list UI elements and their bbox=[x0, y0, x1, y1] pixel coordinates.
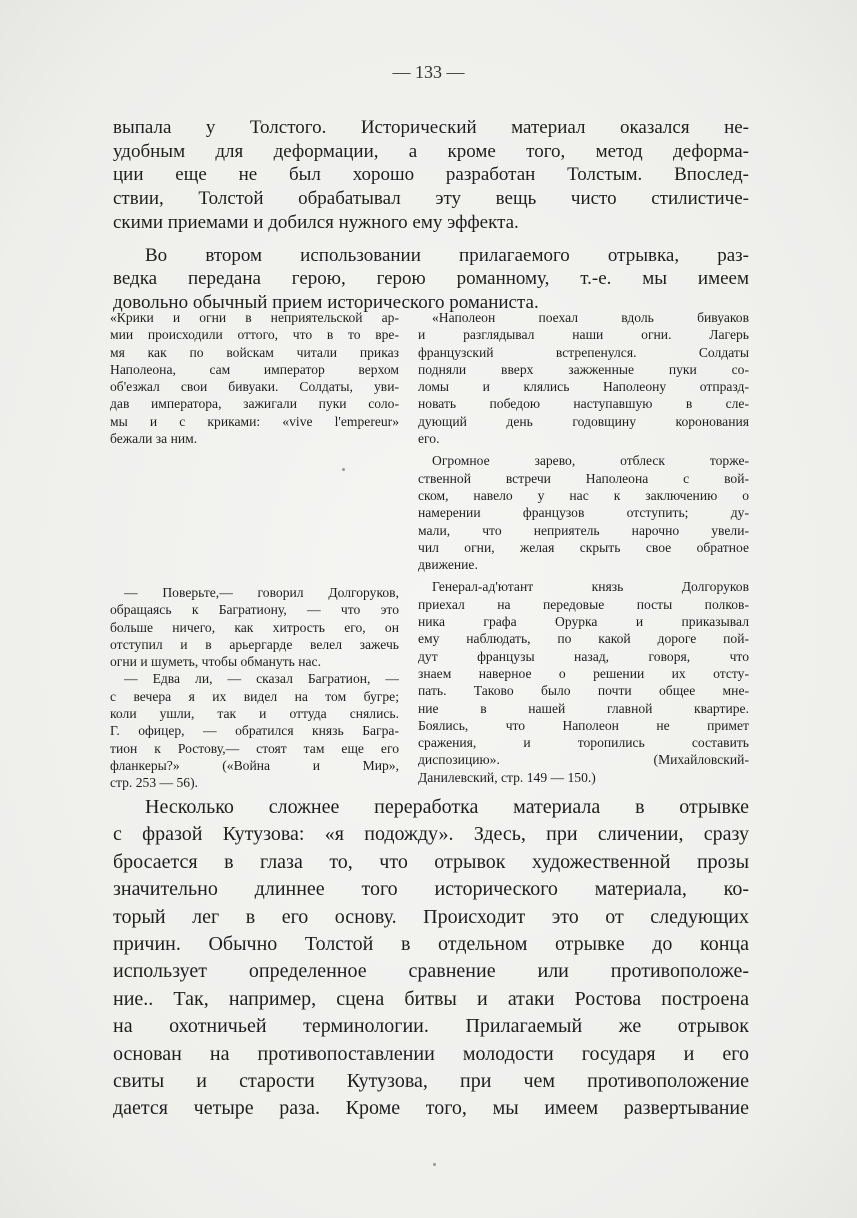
left-column-dialogue bbox=[110, 584, 399, 792]
text-line: на охотничьей терминологии. Прилагаемый же отрывок bbox=[113, 1015, 749, 1038]
text-line: знаем наверное о решении их отсту- bbox=[418, 665, 749, 681]
text-line: бросается в глаза то, что отрывок художественной прозы bbox=[113, 850, 749, 873]
text-line: подняли вверх зажженные пуки со- bbox=[418, 361, 749, 377]
page-number: — 133 — bbox=[392, 62, 465, 82]
text-line: свиты и старости Кутузова, при чем противоположение bbox=[113, 1070, 749, 1093]
text-line: Боялись, что Наполеон не примет bbox=[418, 717, 749, 733]
text-line: стр. 253 — 56). bbox=[110, 775, 199, 791]
text-line: дут французы назад, говоря, что bbox=[418, 648, 749, 664]
text-line: сражения, и торопились составить bbox=[418, 735, 749, 751]
paragraph bbox=[110, 584, 399, 670]
text-line: намерении французов отступить; ду- bbox=[418, 505, 749, 521]
text-line: Генерал-ад'ютант князь Долгоруков bbox=[432, 579, 749, 595]
text-line: французский встрепенулся. Солдаты bbox=[418, 344, 749, 360]
paragraph bbox=[113, 244, 749, 315]
scan-speck bbox=[433, 1163, 436, 1166]
text-line: движение. bbox=[418, 557, 478, 573]
paragraph bbox=[110, 309, 399, 447]
text-line: — Поверьте,— говорил Долгоруков, bbox=[124, 585, 399, 600]
text-line: удобным для деформации, а кроме того, метод деформа- bbox=[113, 140, 749, 162]
text-line: чил огни, желая скрыть свое обратное bbox=[418, 539, 749, 555]
text-line: приехал на передовые посты полков- bbox=[418, 596, 749, 612]
text-line: больше ничего, как хитрость его, он bbox=[110, 619, 399, 635]
text-line: выпала у Толстого. Исторический материал оказался не- bbox=[113, 117, 749, 138]
text-line: и разглядывал наши огни. Лагерь bbox=[418, 327, 749, 343]
text-line: об'езжал свои бивуаки. Солдаты, уви- bbox=[110, 379, 399, 395]
paragraph bbox=[113, 794, 749, 1123]
text-line: дав императора, зажигали пуки соло- bbox=[110, 396, 399, 412]
text-line: «Наполеон поехал вдоль бивуаков bbox=[432, 310, 749, 325]
text-line: отступил и в арьергарде велел зажечь bbox=[110, 636, 399, 652]
text-line: огни и шуметь, чтобы обмануть нас. bbox=[110, 654, 321, 670]
text-line: ском, навело у нас к заключению о bbox=[418, 487, 749, 503]
text-line: Во втором использовании прилагаемого отрывка, раз- bbox=[145, 244, 749, 266]
text-line: скими приемами и добился нужного ему эффекта. bbox=[113, 211, 519, 233]
text-line: тион к Ростову,— стоят там еще его bbox=[110, 740, 399, 756]
text-line: ему наблюдать, по какой дороге пой- bbox=[418, 631, 749, 647]
text-line: ние в нашей главной квартире. bbox=[418, 700, 749, 716]
text-line: фланкеры?» («Война и Мир», bbox=[110, 757, 399, 773]
text-line: основан на противопоставлении молодости государя и его bbox=[113, 1042, 749, 1065]
text-line: дующий день годовщину коронования bbox=[418, 413, 749, 429]
scan-speck bbox=[342, 468, 345, 471]
text-line: довольно обычный прием исторического романиста. bbox=[113, 291, 539, 313]
text-line: обращаясь к Багратиону, — что это bbox=[110, 602, 399, 618]
paragraph bbox=[418, 309, 749, 447]
text-line: значительно длиннее того исторического материала, ко- bbox=[113, 878, 749, 901]
text-line: «Крики и огни в неприятельской ар- bbox=[110, 310, 399, 325]
text-line: диспозицию». (Михайловский- bbox=[418, 752, 749, 768]
text-line: его. bbox=[418, 431, 440, 447]
text-line: — Едва ли, — сказал Багратион, — bbox=[124, 671, 399, 687]
text-line: ственной встречи Наполеона с вой- bbox=[418, 470, 749, 486]
text-line: дается четыре раза. Кроме того, мы имеем развертывание bbox=[113, 1097, 749, 1120]
right-column-historical-source bbox=[418, 309, 749, 786]
text-line: ции еще не был хорошо разработан Толстым. Впослед- bbox=[113, 164, 749, 186]
text-line: бежали за ним. bbox=[110, 431, 198, 447]
text-line: ствии, Толстой обрабатывал эту вещь чисто стилистиче- bbox=[113, 188, 749, 210]
paragraph bbox=[418, 578, 749, 786]
text-line: ние.. Так, например, сцена битвы и атаки Ростова построена bbox=[113, 987, 749, 1010]
text-line: Данилевский, стр. 149 — 150.) bbox=[418, 769, 596, 785]
main-text-top bbox=[113, 116, 749, 315]
paragraph bbox=[113, 116, 749, 235]
text-line: пать. Таково было почти общее мне- bbox=[418, 683, 749, 699]
text-line: Наполеона, сам император верхом bbox=[110, 361, 399, 377]
text-line: ломы и клялись Наполеону отпразд- bbox=[418, 379, 749, 395]
text-line: ведка передана герою, герою романному, т.-е. мы имеем bbox=[113, 268, 749, 290]
text-line: мии происходили оттого, что в то вре- bbox=[110, 327, 399, 343]
paragraph bbox=[418, 452, 749, 573]
text-line: мали, что неприятель нарочно увели- bbox=[418, 522, 749, 538]
text-line: использует определенное сравнение или противоположе- bbox=[113, 960, 749, 983]
main-text-bottom bbox=[113, 794, 749, 1123]
text-line: ника графа Орурка и приказывал bbox=[418, 614, 749, 630]
text-line: Огромное зарево, отблеск торже- bbox=[432, 453, 749, 469]
text-line: мя как по войскам читали приказ bbox=[110, 344, 399, 360]
left-column-quote-novel bbox=[110, 309, 399, 447]
text-line: с вечера я их видел на том бугре; bbox=[110, 688, 399, 704]
text-line: коли ушли, так и оттуда снялись. bbox=[110, 706, 399, 722]
text-line: новать победою наступавшую в сле- bbox=[418, 396, 749, 412]
text-line: с фразой Кутузова: «я подожду». Здесь, при сличении, сразу bbox=[113, 823, 749, 846]
text-line: торый лег в его основу. Происходит это от следующих bbox=[113, 905, 749, 928]
paragraph bbox=[110, 670, 399, 791]
text-line: Несколько сложнее переработка материала в отрывке bbox=[145, 796, 749, 818]
text-line: мы и с криками: «vive l'empereur» bbox=[110, 413, 399, 429]
text-line: Г. офицер, — обратился князь Багра- bbox=[110, 723, 399, 739]
text-line: причин. Обычно Толстой в отдельном отрывке до конца bbox=[113, 933, 749, 956]
